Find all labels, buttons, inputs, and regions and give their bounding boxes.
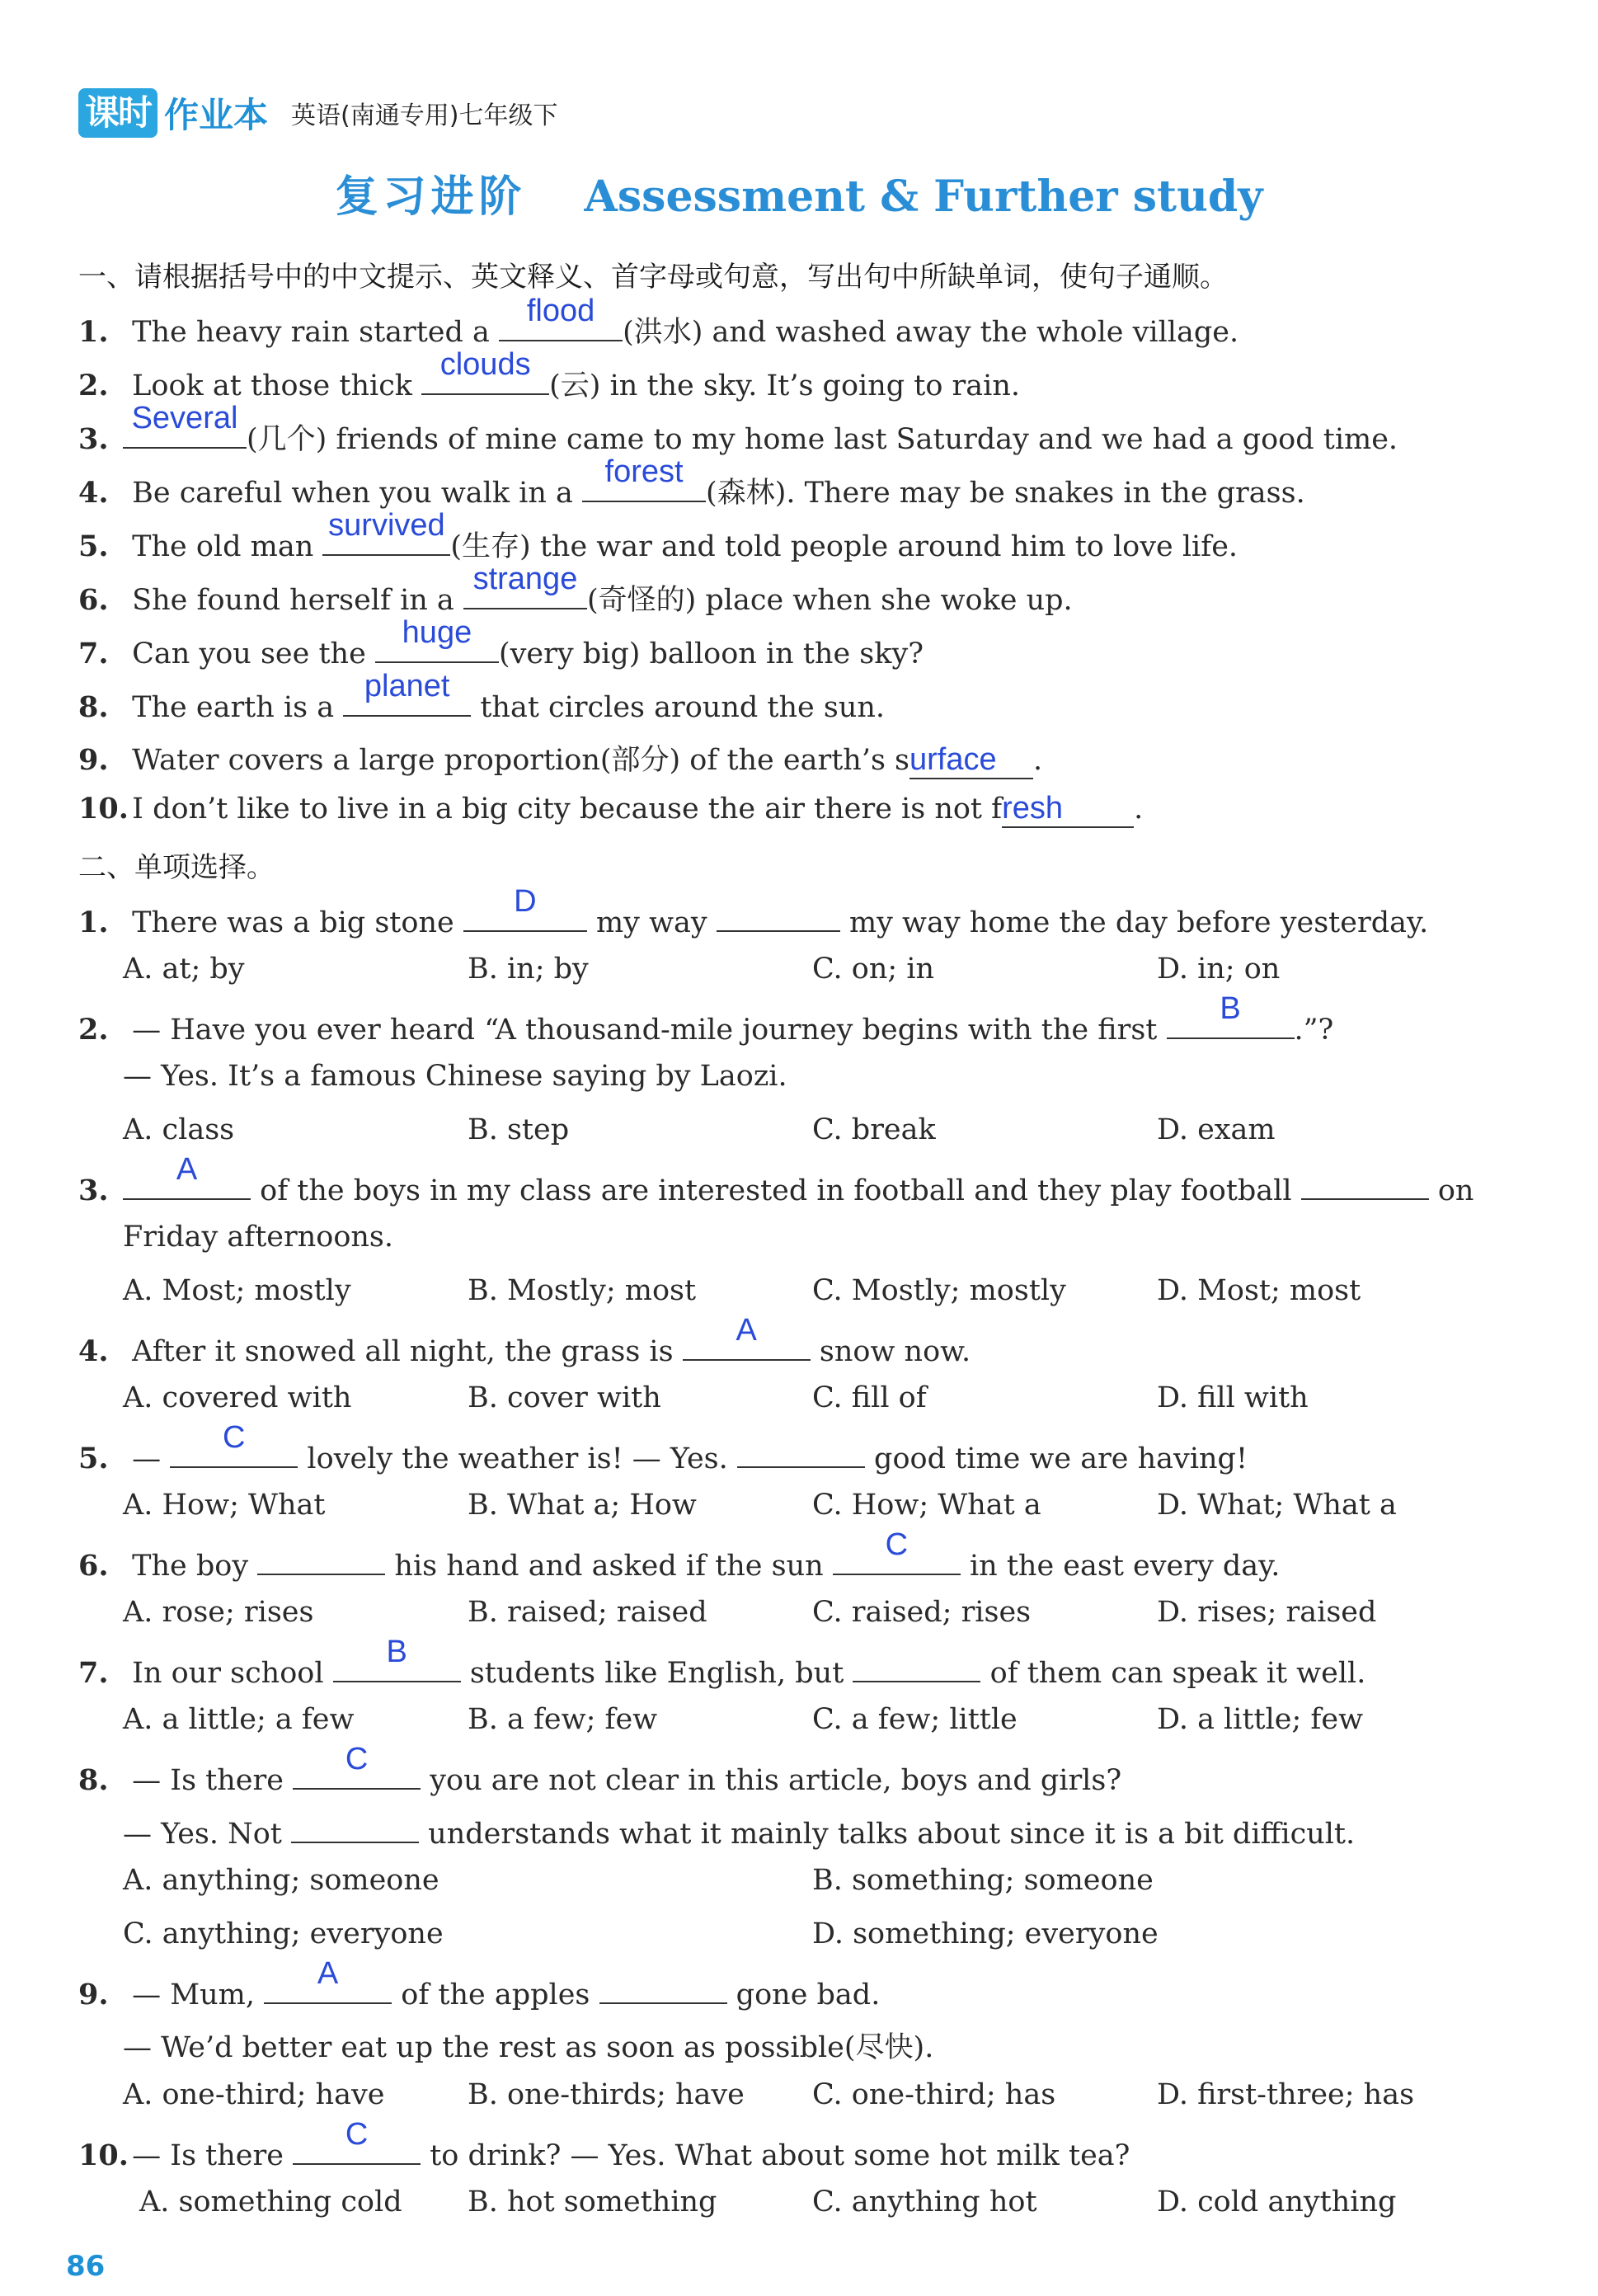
option-b: B. Mostly; most	[468, 1274, 697, 1307]
option-d: D. rises; raised	[1157, 1596, 1377, 1629]
s1-item-8: 8. The earth is a planet that circles around the sun.	[78, 669, 886, 724]
answer-blank: A	[123, 1167, 251, 1200]
option-c: C. fill of	[812, 1381, 927, 1414]
option-d: D. What; What a	[1157, 1489, 1397, 1522]
logo-text: 作业本	[164, 95, 269, 135]
section1-heading: 一、请根据括号中的中文提示、英文释义、首字母或句意，写出句中所缺单词，使句子通顺。	[78, 261, 1228, 294]
s1-item-6: 6. She found herself in a strange (奇怪的) place when she woke up.	[78, 562, 1073, 617]
page-number: 86	[66, 2250, 106, 2283]
answer-blank: survived	[322, 523, 450, 556]
answer-blank: C	[293, 1757, 421, 1790]
option-c: C. break	[812, 1113, 936, 1146]
s2-q3-continued: Friday afternoons.	[123, 1221, 394, 1254]
answer-blank: C	[293, 2132, 421, 2165]
s2-q6: 6. The boy his hand and asked if the sun C in the east every day.	[78, 1527, 1281, 1583]
empty-blank	[853, 1649, 980, 1682]
option-c: C. How; What a	[812, 1489, 1041, 1522]
page-title	[0, 162, 1598, 223]
s1-item-3: 3. Several (几个) friends of mine came to my home last Saturday and we had a good time.	[78, 401, 1398, 456]
s2-q4: 4. After it snowed all night, the grass is A snow now.	[78, 1313, 971, 1368]
empty-blank	[599, 1971, 727, 2004]
s2-q8-reply: — Yes. Not understands what it mainly talks about since it is a bit difficult.	[123, 1810, 1355, 1851]
s2-q7: 7. In our school B students like English, but of them can speak it well.	[78, 1635, 1366, 1690]
s2-q9-reply: — We’d better eat up the rest as soon as possible(尽快).	[123, 2031, 934, 2064]
s1-item-5: 5. The old man survived (生存) the war and told people around him to love life.	[78, 508, 1238, 563]
option-a: A. rose; rises	[123, 1596, 314, 1629]
option-c: C. a few; little	[812, 1703, 1018, 1736]
option-b: B. in; by	[468, 953, 589, 986]
s1-item-7: 7. Can you see the huge (very big) balloon in the sky?	[78, 615, 924, 670]
answer-blank: urface	[909, 742, 1033, 779]
s1-item-2: 2. Look at those thick clouds (云) in the sky. It’s going to rain.	[78, 347, 1021, 402]
book-header	[78, 86, 557, 140]
answer-blank: clouds	[421, 362, 549, 395]
book-logo	[78, 88, 268, 138]
empty-blank	[737, 1435, 865, 1468]
title-cn: 复习进阶	[335, 172, 527, 222]
option-a: A. at; by	[123, 953, 245, 986]
s1-item-9: 9. Water covers a large proportion(部分) of the earth’s surface .	[78, 737, 1042, 779]
option-d: D. fill with	[1157, 1381, 1309, 1414]
option-b: B. hot something	[468, 2185, 717, 2218]
option-c: C. anything hot	[812, 2185, 1037, 2218]
answer-blank: Several	[123, 416, 247, 449]
s2-q8: 8. — Is there C you are not clear in this article, boys and girls?	[78, 1742, 1122, 1797]
answer-blank: strange	[463, 576, 587, 609]
s1-item-1: 1. The heavy rain started a flood (洪水) and washed away the whole village.	[78, 294, 1239, 349]
option-c: C. anything; everyone	[123, 1917, 444, 1950]
s2-q2-reply: — Yes. It’s a famous Chinese saying by Laozi.	[123, 1060, 787, 1093]
answer-blank: planet	[343, 684, 471, 717]
option-c: C. on; in	[812, 953, 935, 986]
answer-blank: C	[833, 1542, 961, 1575]
option-a: A. How; What	[123, 1489, 326, 1522]
logo-box: 课时	[78, 88, 157, 138]
option-d: D. Most; most	[1157, 1274, 1361, 1307]
s2-q3: 3. A of the boys in my class are interested in football and they play football on	[78, 1152, 1474, 1207]
s2-q2: 2. — Have you ever heard “A thousand-mile journey begins with the first B .”?	[78, 991, 1334, 1047]
s2-q1: 1. There was a big stone D my way my way home the day before yesterday.	[78, 884, 1429, 939]
option-a: A. covered with	[123, 1381, 352, 1414]
option-a: A. Most; mostly	[123, 1274, 351, 1307]
answer-blank: huge	[375, 630, 499, 663]
answer-blank: flood	[499, 308, 623, 341]
option-c: C. Mostly; mostly	[812, 1274, 1066, 1307]
option-a: A. one-third; have	[123, 2078, 385, 2111]
option-c: C. raised; rises	[812, 1596, 1032, 1629]
section2-heading: 二、单项选择。	[78, 851, 275, 884]
answer-blank: B	[1167, 1006, 1295, 1039]
option-b: B. step	[468, 1113, 570, 1146]
option-a: A. class	[123, 1113, 235, 1146]
option-d: D. first-three; has	[1157, 2078, 1415, 2111]
option-b: B. What a; How	[468, 1489, 697, 1522]
s1-item-4: 4. Be careful when you walk in a forest (森林). There may be snakes in the grass.	[78, 454, 1305, 510]
answer-blank: A	[683, 1328, 811, 1361]
empty-blank	[257, 1542, 385, 1575]
answer-blank: forest	[582, 469, 706, 502]
s1-item-10: 10. I don’t like to live in a big city because the air there is not fresh .	[78, 791, 1143, 828]
title-en: Assessment & Further study	[584, 172, 1263, 222]
empty-blank	[717, 899, 840, 932]
subject-label: 英语(南通专用)七年级下	[291, 101, 558, 130]
empty-blank	[291, 1810, 419, 1843]
option-a: A. anything; someone	[123, 1864, 439, 1897]
option-c: C. one-third; has	[812, 2078, 1056, 2111]
option-a: A. a little; a few	[123, 1703, 355, 1736]
answer-blank: C	[170, 1435, 298, 1468]
option-d: D. exam	[1157, 1113, 1276, 1146]
option-d: D. cold anything	[1157, 2185, 1397, 2218]
s2-q9: 9. — Mum, A of the apples gone bad.	[78, 1956, 881, 2011]
option-b: B. something; someone	[812, 1864, 1154, 1897]
option-b: B. one-thirds; have	[468, 2078, 745, 2111]
option-b: B. cover with	[468, 1381, 661, 1414]
empty-blank	[1301, 1167, 1429, 1200]
option-d: D. in; on	[1157, 953, 1281, 986]
option-d: D. something; everyone	[812, 1917, 1159, 1950]
option-b: B. raised; raised	[468, 1596, 707, 1629]
answer-blank: D	[463, 899, 587, 932]
s2-q10: 10. — Is there C to drink? — Yes. What about some hot milk tea?	[78, 2117, 1130, 2172]
option-d: D. a little; few	[1157, 1703, 1364, 1736]
option-b: B. a few; few	[468, 1703, 658, 1736]
option-a: A. something cold	[139, 2185, 402, 2218]
answer-blank: B	[333, 1649, 461, 1682]
answer-blank: resh	[1002, 791, 1134, 828]
s2-q5: 5. — C lovely the weather is! — Yes. good time we are having!	[78, 1420, 1248, 1475]
answer-blank: A	[264, 1971, 392, 2004]
